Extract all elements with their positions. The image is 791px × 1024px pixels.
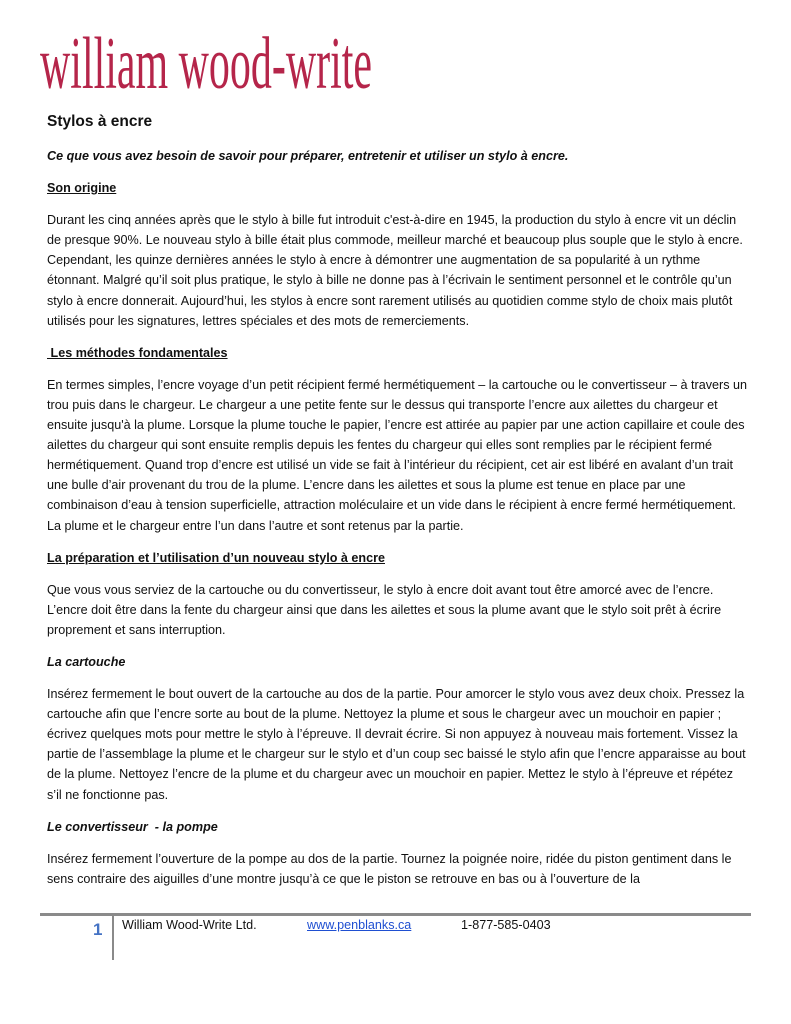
section-paragraph-preparation: Que vous vous serviez de la cartouche ou du convertisseur, le stylo à encre doit avant tout être amorcé avec de l’encre. L’encre doit être dans la fente du chargeur ainsi que dans les ailettes et sous la plume avant que le stylo soit prêt à écrire proprement et sans interruption. — [47, 582, 722, 637]
section-paragraph-origine: Durant les cinq années après que le stylo à bille fut introduit c'est-à-dire en 1945, la production du stylo à encre vit un déclin de presque 90%. Le nouveau stylo à bille était plus commode, meilleur marché et beaucoup plus souple que le stylo à encre. Cependant, les quinze dernières années le stylo à encre à démontrer une augmentation de sa popularité à un rythme étonnant. Malgré qu’il soit plus pratique, le stylo à bille ne donne pas à l’écrivain le sentiment personnel et le contrôle qu’un stylo à encre donnerait. Aujourd’hui, les stylos à encre sont rarement utilisés au quotidien comme stylo de choix mais plutôt utilisés pour les signatures, lettres spéciales et des mots de remerciements. — [47, 213, 743, 328]
company-logo — [40, 8, 380, 105]
document-body — [47, 112, 747, 901]
logo-text: william wood-write — [40, 23, 372, 105]
section-heading-methodes: Les méthodes fondamentales — [47, 345, 228, 360]
footer-website-link[interactable]: www.penblanks.ca — [307, 918, 412, 932]
footer-company-name: William Wood-Write Ltd. — [122, 918, 257, 932]
doc-subtitle: Ce que vous avez besoin de savoir pour préparer, entretenir et utiliser un stylo à encre. — [47, 149, 569, 163]
footer-vertical-divider — [112, 916, 114, 960]
doc-title: Stylos à encre — [47, 113, 153, 130]
logo-wordmark — [40, 8, 380, 105]
page-number: 1 — [93, 920, 103, 939]
section-paragraph-convertisseur: Insérez fermement l’ouverture de la pompe au dos de la partie. Tournez la poignée noire, ridée du piston gentiment dans le sens contraire des aiguilles d’une montre jusqu’à ce que le piston se retrouve en bas ou à l’ouverture de la — [47, 851, 732, 886]
section-heading-cartouche: La cartouche — [47, 654, 126, 669]
footer-divider — [40, 913, 751, 916]
section-heading-preparation: La préparation et l’utilisation d’un nouveau stylo à encre — [47, 550, 385, 565]
footer-phone: 1-877-585-0403 — [461, 918, 551, 932]
section-paragraph-cartouche: Insérez fermement le bout ouvert de la cartouche au dos de la partie. Pour amorcer le stylo vous avez deux choix. Pressez la cartouche afin que l’encre sorte au bout de la plume. Nettoyez la plume et sous le chargeur avec un mouchoir en papier ; écrivez quelques mots pour mettre le stylo à l’épreuve. Il devrait écrire. Si non appuyez à nouveau mais fortement. Vissez la partie de l’assemblage la plume et le chargeur sur le stylo et d’un coup sec baissé le stylo afin que l’encre apparaisse au bout de la plume. Nettoyez l’encre de la plume et du chargeur avec un mouchoir en papier. Mettez le stylo à l’épreuve et répétez s’il ne fonctionne pas. — [47, 687, 746, 802]
section-paragraph-methodes: En termes simples, l’encre voyage d’un petit récipient fermé hermétiquement – la cartouche ou le convertisseur – à travers un trou puis dans le chargeur. Le chargeur a une petite fente sur le dessus qui transporte l’encre aux ailettes du chargeur et ensuite jusqu'à la plume. Lorsque la plume touche le papier, l’encre est attirée au papier par une action capillaire et coule des ailettes du chargeur qui sont ensuite remplis depuis les fentes du chargeur qui elles sont remplies par le récipient fermé hermétiquement. Quand trop d’encre est utilisé un vide se fait à l’intérieur du récipient, cet air est libéré en avalant d’un trait une bulle d’air provenant du trou de la plume. L’encre dans les ailettes et sous la plume est tenue en place par une combinaison d’eau à tension superficielle, attraction moléculaire et un vide dans le récipient à encre fermé hermétiquement. La plume et le chargeur entre l’un dans l’autre et sont retenus par la partie. — [47, 377, 747, 533]
section-heading-origine: Son origine — [47, 181, 117, 196]
section-heading-convertisseur: Le convertisseur - la pompe — [47, 819, 218, 834]
